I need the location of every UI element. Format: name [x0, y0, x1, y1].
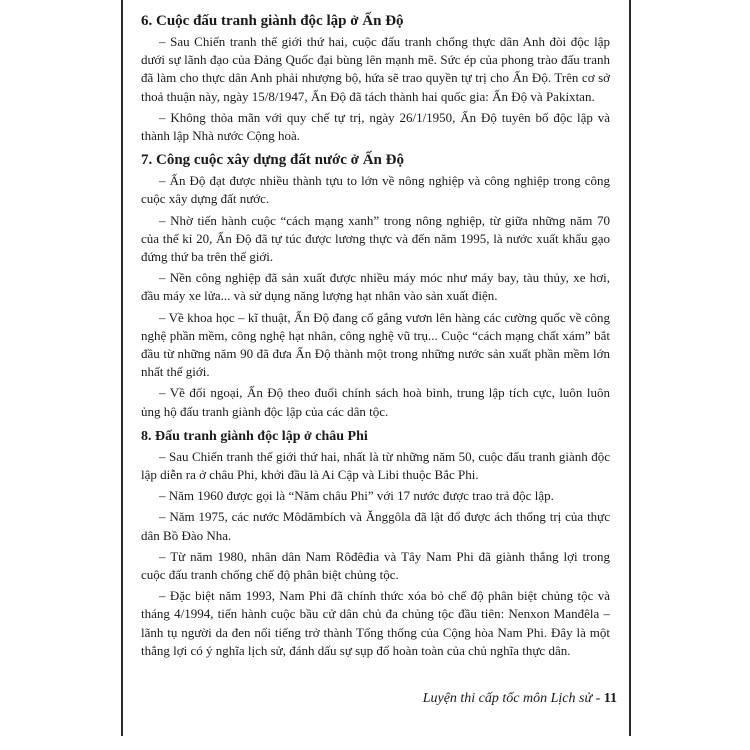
paragraph: – Sau Chiến tranh thế giới thứ hai, nhất là từ những năm 50, cuộc đấu tranh giành độc lập diễn ra ở châu Phi, khởi đầu là Ai Cập và Libi thuộc Bắc Phi.: [141, 448, 610, 483]
book-page: [121, 0, 631, 736]
page-footer: [423, 691, 617, 707]
paragraph: – Về khoa học – kĩ thuật, Ấn Độ đang cố gắng vươn lên hàng các cường quốc về công nghệ phần mềm, công nghệ hạt nhân, công nghệ vũ trụ... Cuộc “cách mạng chất xám” bắt đầu từ những năm 90 đã đưa Ấn Độ thành một trong những nước sản xuất phần mềm lớn nhất thế giới.: [141, 309, 610, 380]
section-6: [141, 12, 610, 145]
paragraph: – Năm 1975, các nước Môdămbích và Ănggôla đã lật đổ được ách thống trị của thực dân Bồ Đào Nha.: [141, 509, 610, 543]
page-number: 11: [603, 691, 617, 706]
section-7-heading: 7. Công cuộc xây dựng đất nước ở Ấn Độ: [141, 152, 404, 169]
paragraph: – Năm 1960 được gọi là “Năm châu Phi” với 17 nước được trao trả độc lập.: [159, 488, 554, 504]
paragraph: – Không thỏa mãn với quy chế tự trị, ngày 26/1/1950, Ấn Độ tuyên bố độc lập và thành lập Nhà nước Cộng hoà.: [141, 109, 610, 144]
paragraph: – Sau Chiến tranh thế giới thứ hai, cuộc đấu tranh chống thực dân Anh đòi độc lập dưới sự lãnh đạo của Đảng Quốc đại bùng lên mạnh mẽ. Sức ép của phong trào đấu tranh đã làm cho thực dân Anh phải nhượng bộ, hứa sẽ trao quyền tự trị cho Ấn Độ. Trên cơ sở thoả thuận này, ngày 15/8/1947, Ấn Độ đã tách thành hai quốc gia: Ấn Độ và Pakixtan.: [141, 34, 610, 104]
section-7: [141, 151, 610, 421]
paragraph: – Từ năm 1980, nhân dân Nam Rôđêđia và Tây Nam Phi đã giành thắng lợi trong cuộc đấu tranh chống chế độ phân biệt chủng tộc.: [141, 548, 610, 583]
paragraph: – Nhờ tiến hành cuộc “cách mạng xanh” trong nông nghiệp, từ giữa những năm 70 của thế kỉ 20, Ấn Độ đã tự túc được lương thực và đến năm 1995, là nước xuất khẩu gạo đứng thứ ba trên thế giới.: [141, 212, 610, 265]
paragraph: – Ấn Độ đạt được nhiều thành tựu to lớn về nông nghiệp và công nghiệp trong công cuộc xây dựng đất nước.: [141, 173, 610, 207]
footer-book-title: Luyện thi cấp tốc môn Lịch sử: [422, 691, 593, 706]
section-8-heading: 8. Đấu tranh giành độc lập ở châu Phi: [141, 428, 368, 444]
paragraph: – Nền công nghiệp đã sản xuất được nhiều máy móc như máy bay, tàu thủy, xe hơi, đầu máy xe lửa... và sử dụng năng lượng hạt nhân vào sản xuất điện.: [141, 270, 610, 304]
section-8: [141, 427, 610, 660]
section-6-heading: 6. Cuộc đấu tranh giành độc lập ở Ấn Độ: [141, 13, 404, 29]
paragraph: – Về đối ngoại, Ấn Độ theo đuổi chính sách hoà bình, trung lập tích cực, luôn luôn ủng hộ đấu tranh giành độc lập của các dân tộc.: [141, 385, 610, 419]
footer-separator: -: [592, 691, 604, 706]
page-content: [141, 12, 610, 666]
paragraph: – Đặc biệt năm 1993, Nam Phi đã chính thức xóa bỏ chế độ phân biệt chủng tộc và tháng 4/1994, tiến hành cuộc bầu cử dân chủ đa chủng tộc đầu tiên: Nenxon Manđêla – lãnh tụ người da đen nổi tiếng trở thành Tổng thống của Cộng hòa Nam Phi. Đây là một thắng lợi có ý nghĩa lịch sử, đánh dấu sự sụp đổ hoàn toàn của chủ nghĩa thực dân.: [141, 588, 610, 658]
